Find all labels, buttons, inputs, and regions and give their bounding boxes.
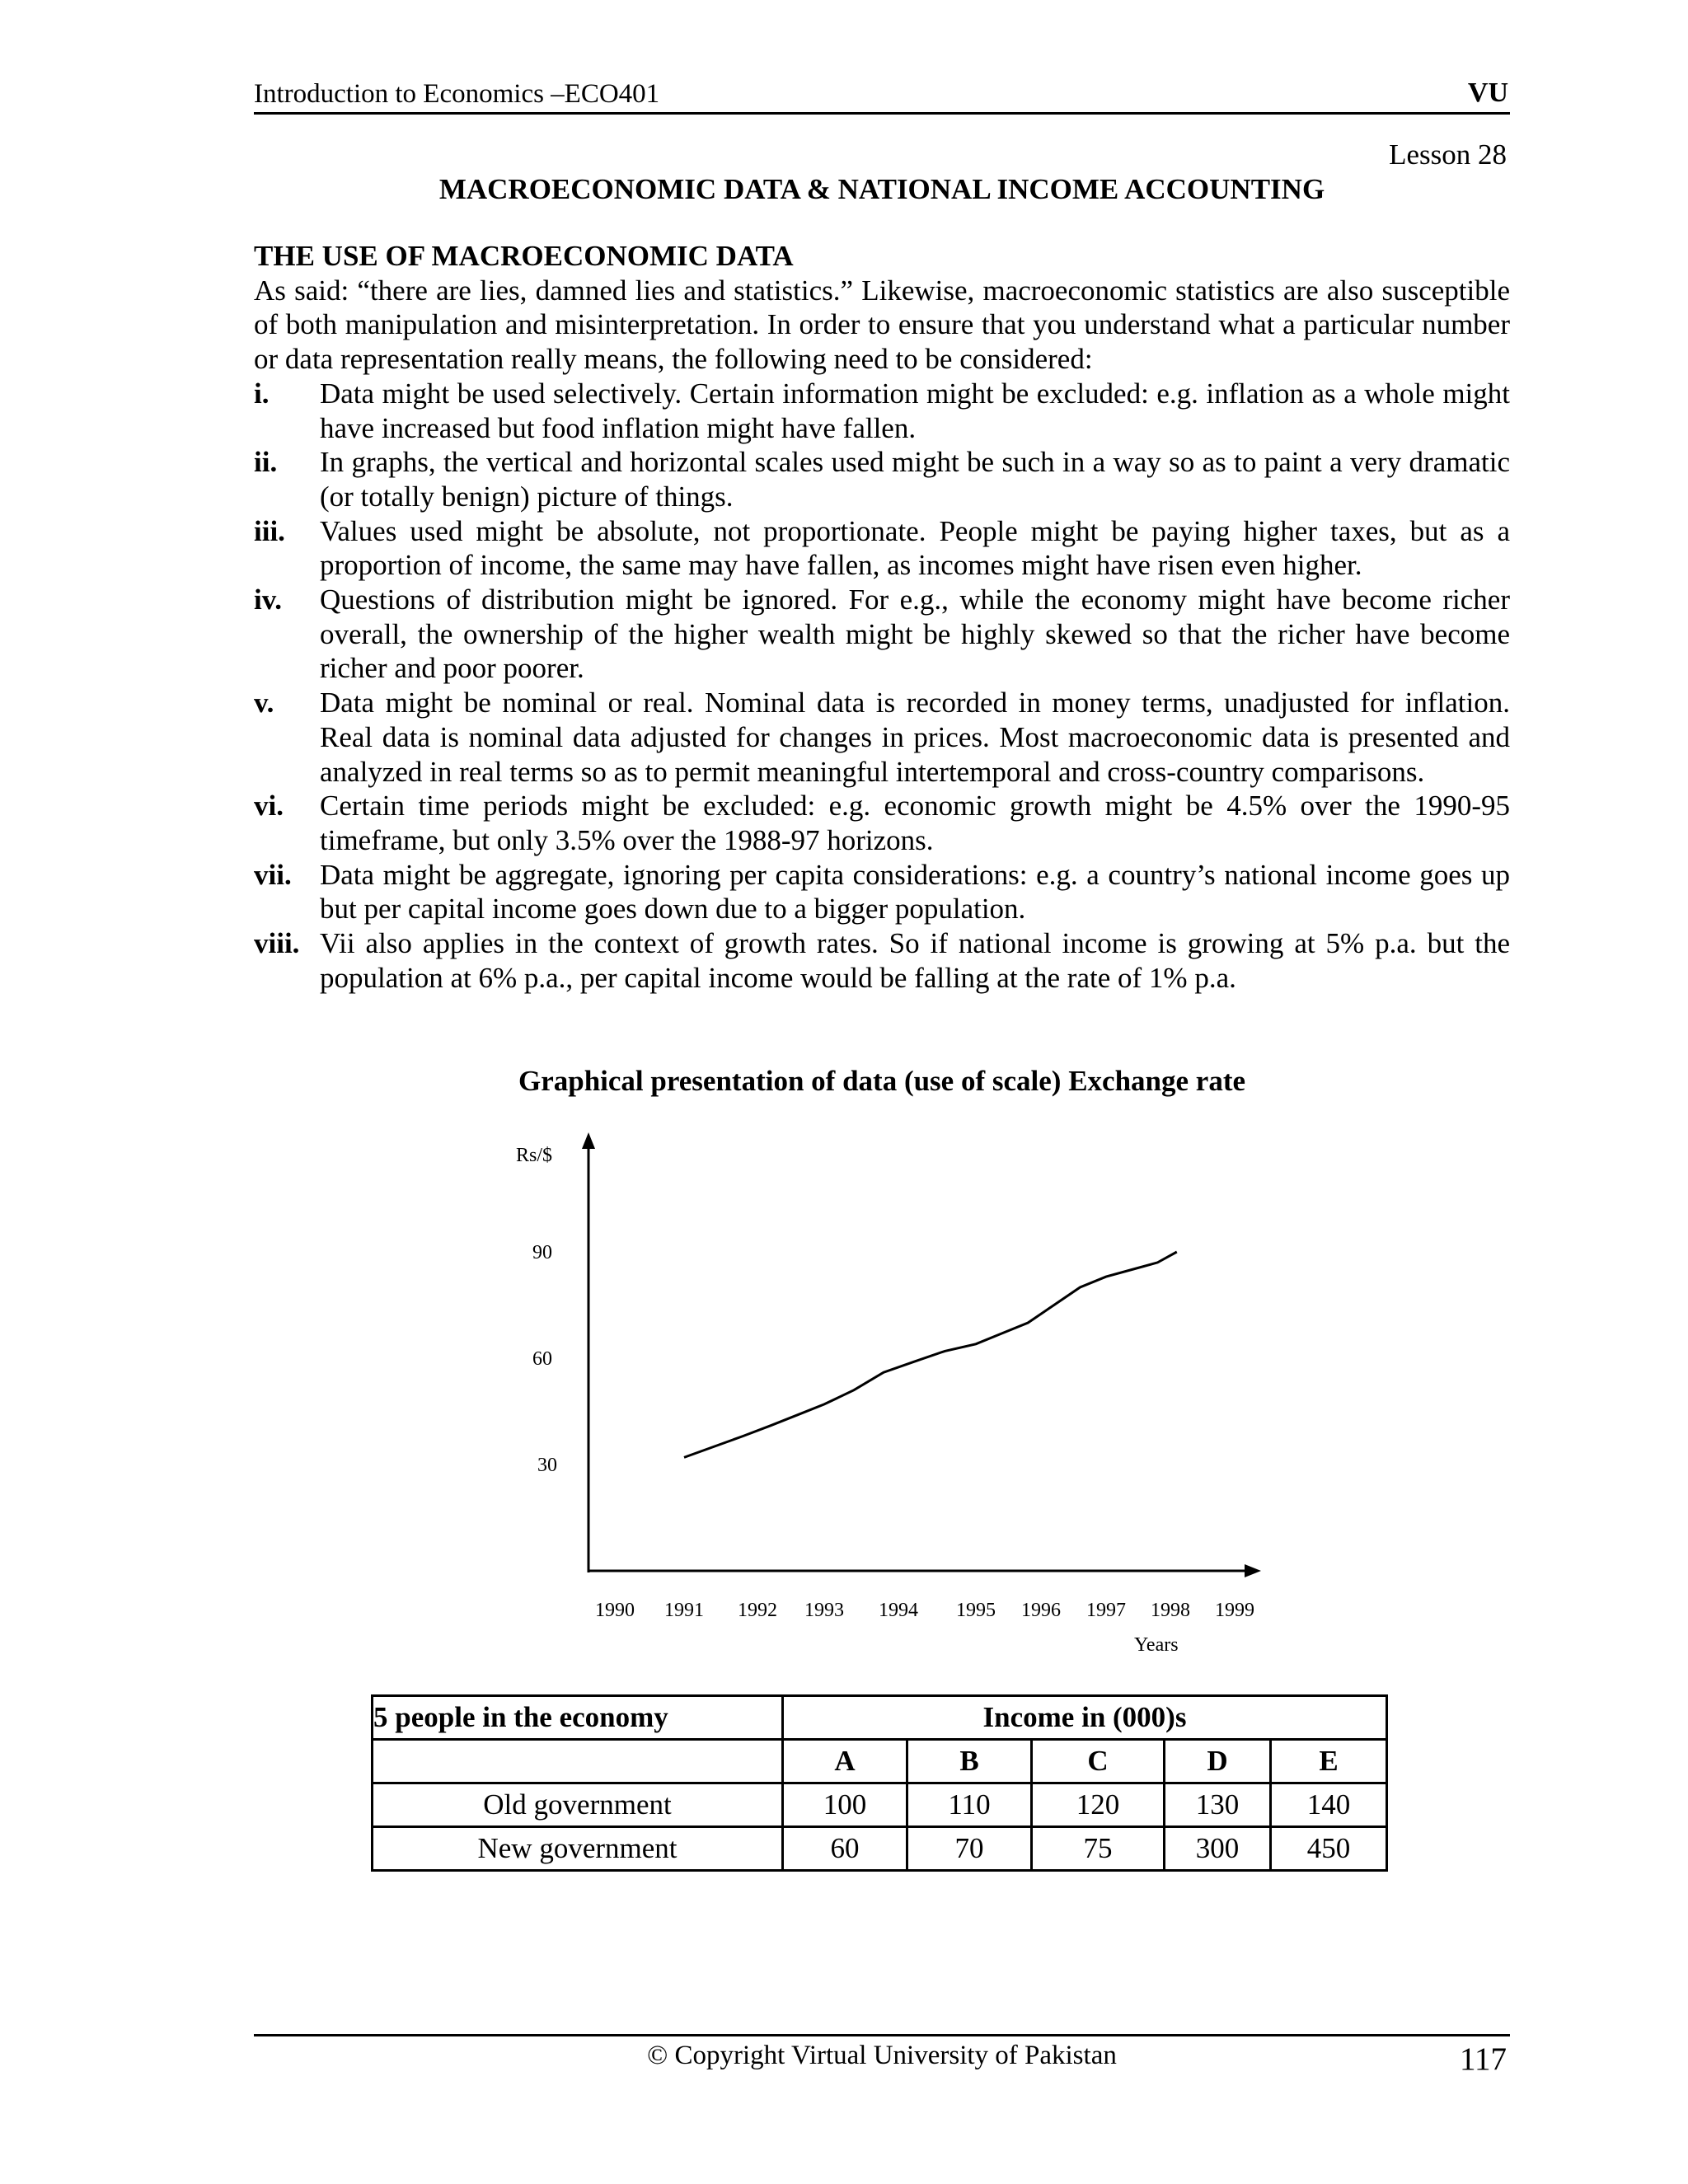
y-tick-label: 30 — [537, 1455, 557, 1476]
table-title-cell: 5 people in the economy — [373, 1696, 783, 1740]
row-label: Old government — [373, 1783, 783, 1827]
column-header: D — [1165, 1740, 1271, 1783]
footer-rule — [254, 2034, 1510, 2036]
list-item-number: ii. — [254, 446, 278, 479]
x-tick-label: 1997 — [1086, 1600, 1126, 1621]
list-item-text: Data might be nominal or real. Nominal data is recorded in money terms, unadjusted for inflation. Real data is nominal data adjusted for changes in prices. Most macroeconomic data is presented and analyzed in real terms so as to permit meaningful intertemporal and cross-country comparisons. — [320, 687, 1510, 788]
x-tick-label: 1995 — [956, 1600, 996, 1621]
table-cell: 120 — [1032, 1783, 1165, 1827]
x-axis-arrow — [1245, 1564, 1261, 1577]
table-header-row — [373, 1696, 1387, 1740]
row-label: New government — [373, 1827, 783, 1871]
table-row — [373, 1827, 1387, 1871]
table-cell: 450 — [1271, 1827, 1387, 1871]
x-tick-label: 1992 — [738, 1600, 777, 1621]
list-item-text: Certain time periods might be excluded: e.g. economic growth might be 4.5% over the 1990-95 timeframe, but only 3.5% over the 1988-97 horizons. — [320, 790, 1510, 856]
x-tick-label: 1999 — [1215, 1600, 1254, 1621]
list-item-text: Values used might be absolute, not proportionate. People might be paying higher taxes, but as a proportion of income, the same may have fallen, as incomes might have risen even higher. — [320, 514, 1510, 582]
list-item-text: Data might be used selectively. Certain information might be excluded: e.g. inflation as a whole might have increased but food inflation might have fallen. — [320, 377, 1510, 444]
series-line — [684, 1252, 1177, 1457]
column-header: C — [1032, 1740, 1165, 1783]
column-group-header: Income in (000)s — [783, 1696, 1387, 1740]
copyright-notice: © Copyright Virtual University of Pakistan — [647, 2041, 1117, 2070]
y-axis-label: Rs/$ — [516, 1145, 553, 1166]
column-header: E — [1271, 1740, 1387, 1783]
lesson-number: Lesson 28 — [1389, 138, 1507, 171]
table-cell: 130 — [1165, 1783, 1271, 1827]
list-item-number: v. — [254, 687, 274, 719]
list-item-number: iii. — [254, 514, 285, 547]
x-axis-label: Years — [1134, 1634, 1179, 1656]
section-heading: THE USE OF MACROECONOMIC DATA — [254, 240, 794, 272]
intro-paragraph: As said: “there are lies, damned lies and statistics.” Likewise, macroeconomic statistics are also susceptible of both manipulation and misinterpretation. In order to ensure that you understand what a particular number or data representation really means, the following need to be considered: — [254, 274, 1510, 376]
table-cell: 75 — [1032, 1827, 1165, 1871]
course-title: Introduction to Economics –ECO401 — [254, 79, 660, 109]
table-column-row — [373, 1740, 1387, 1783]
x-tick-label: 1998 — [1151, 1600, 1190, 1621]
table-cell: 110 — [907, 1783, 1032, 1827]
list-item-number: viii. — [254, 927, 300, 960]
table-cell: 60 — [783, 1827, 907, 1871]
income-table — [371, 1694, 1388, 1872]
y-tick-labels — [532, 1242, 557, 1476]
institution-name: VU — [1467, 77, 1508, 108]
table-cell: 140 — [1271, 1783, 1387, 1827]
list-item-number: iv. — [254, 583, 283, 616]
table-cell: 70 — [907, 1827, 1032, 1871]
y-tick-label: 60 — [532, 1348, 552, 1370]
x-tick-label: 1990 — [595, 1600, 635, 1621]
table-cell: 300 — [1165, 1827, 1271, 1871]
y-tick-label: 90 — [532, 1242, 552, 1263]
list-item-text: Questions of distribution might be ignored. For e.g., while the economy might have become richer overall, the ownership of the higher wealth might be highly skewed so that the richer have become richer and poor poorer. — [320, 583, 1510, 685]
x-tick-label: 1991 — [664, 1600, 704, 1621]
list-item-text: Data might be aggregate, ignoring per capita considerations: e.g. a country’s national income goes up but per capital income goes down due to a bigger population. — [320, 858, 1510, 926]
page-number: 117 — [1459, 2041, 1507, 2077]
list-item-number: vii. — [254, 858, 292, 891]
list-item-number: vi. — [254, 790, 284, 823]
x-tick-label: 1993 — [804, 1600, 844, 1621]
x-tick-label: 1996 — [1021, 1600, 1061, 1621]
table-cell: 100 — [783, 1783, 907, 1827]
chart-title: Graphical presentation of data (use of scale) Exchange rate — [518, 1065, 1246, 1097]
list-item-number: i. — [254, 377, 270, 410]
x-tick-label: 1994 — [879, 1600, 918, 1621]
list-item-text: Vii also applies in the context of growth rates. So if national income is growing at 5% p.a. but the population at 6% p.a., per capital income would be falling at the rate of 1% p.a. — [320, 927, 1510, 994]
column-header: B — [907, 1740, 1032, 1783]
list-item-text: In graphs, the vertical and horizontal scales used might be such in a way so as to paint a very dramatic (or totally benign) picture of things. — [320, 446, 1510, 513]
x-tick-labels — [595, 1600, 1254, 1621]
table-row — [373, 1783, 1387, 1827]
table-empty-cell — [373, 1740, 783, 1783]
y-axis-arrow — [582, 1132, 595, 1149]
page-title: MACROECONOMIC DATA & NATIONAL INCOME ACCOUNTING — [438, 173, 1325, 205]
column-header: A — [783, 1740, 907, 1783]
